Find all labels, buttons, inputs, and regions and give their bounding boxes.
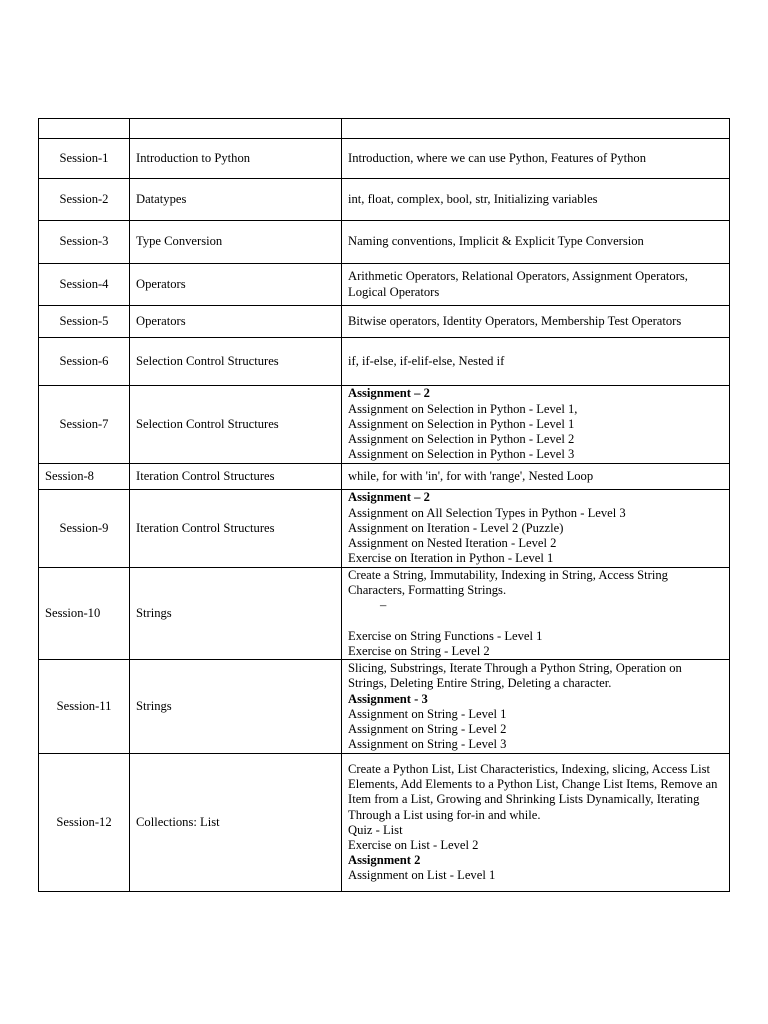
topic-cell: Strings bbox=[130, 660, 342, 754]
header-cell-content bbox=[342, 119, 730, 139]
session-cell: Session-6 bbox=[39, 338, 130, 386]
content-line: Assignment on Selection in Python - Level 1 bbox=[348, 416, 575, 431]
content-cell bbox=[342, 568, 730, 660]
topic-cell: Selection Control Structures bbox=[130, 338, 342, 386]
session-cell: Session-2 bbox=[39, 179, 130, 221]
content-line: Assignment on String - Level 3 bbox=[348, 737, 507, 752]
content-line: while, for with 'in', for with 'range', Nested Loop bbox=[348, 468, 594, 483]
table-header-row bbox=[39, 119, 730, 139]
table-row bbox=[39, 754, 730, 892]
session-cell: Session-8 bbox=[39, 464, 130, 490]
content-line: Exercise on Iteration in Python - Level 1 bbox=[348, 551, 554, 566]
session-cell: Session-5 bbox=[39, 306, 130, 338]
content-cell bbox=[342, 386, 730, 464]
session-cell: Session-10 bbox=[39, 568, 130, 660]
content-cell bbox=[342, 338, 730, 386]
content-line bbox=[348, 614, 723, 629]
topic-cell: Datatypes bbox=[130, 179, 342, 221]
content-cell bbox=[342, 306, 730, 338]
content-line: Exercise on String - Level 2 bbox=[348, 644, 490, 658]
content-line: Assignment on String - Level 1 bbox=[348, 706, 507, 721]
assignment-heading: Assignment – 2 bbox=[348, 386, 430, 401]
content-line: Naming conventions, Implicit & Explicit Type Conversion bbox=[348, 234, 644, 249]
content-cell bbox=[342, 221, 730, 264]
table-row bbox=[39, 464, 730, 490]
header-cell-session bbox=[39, 119, 130, 139]
content-line: Create a Python List, List Characteristics, Indexing, slicing, Access List Elements, Add Elements to a Python List, Change List Items, Remove an Item from a List, Growing and Shrinking Lists Dynamically, Iterating Through a List using for-in and while. bbox=[348, 761, 718, 822]
content-line: Slicing, Substrings, Iterate Through a Python String, Operation on Strings, Deleting Entire String, Deleting a character. bbox=[348, 661, 682, 691]
topic-cell: Operators bbox=[130, 264, 342, 306]
session-cell: Session-4 bbox=[39, 264, 130, 306]
content-line: Bitwise operators, Identity Operators, Membership Test Operators bbox=[348, 313, 682, 328]
topic-cell: Iteration Control Structures bbox=[130, 490, 342, 568]
table-row bbox=[39, 139, 730, 179]
topic-cell: Selection Control Structures bbox=[130, 386, 342, 464]
session-cell: Session-12 bbox=[39, 754, 130, 892]
table-row bbox=[39, 264, 730, 306]
topic-cell: Type Conversion bbox=[130, 221, 342, 264]
content-cell bbox=[342, 660, 730, 754]
content-line: Assignment on Iteration - Level 2 (Puzzle) bbox=[348, 520, 564, 535]
session-cell: Session-3 bbox=[39, 221, 130, 264]
content-line: Assignment on String - Level 2 bbox=[348, 721, 507, 736]
session-cell: Session-9 bbox=[39, 490, 130, 568]
content-cell bbox=[342, 754, 730, 892]
syllabus-table-body bbox=[39, 119, 730, 892]
assignment-heading: Assignment 2 bbox=[348, 853, 421, 868]
topic-cell: Strings bbox=[130, 568, 342, 660]
assignment-heading: Assignment - 3 bbox=[348, 691, 428, 706]
session-cell: Session-11 bbox=[39, 660, 130, 754]
table-row bbox=[39, 386, 730, 464]
session-cell: Session-1 bbox=[39, 139, 130, 179]
content-line: if, if-else, if-elif-else, Nested if bbox=[348, 353, 505, 368]
topic-cell: Operators bbox=[130, 306, 342, 338]
table-row bbox=[39, 306, 730, 338]
content-line: Create a String, Immutability, Indexing in String, Access String Characters, Formatting Strings. bbox=[348, 568, 668, 598]
table-row bbox=[39, 338, 730, 386]
content-line: Assignment on All Selection Types in Python - Level 3 bbox=[348, 505, 626, 520]
content-cell bbox=[342, 139, 730, 179]
content-line: Assignment on Selection in Python - Level 2 bbox=[348, 432, 575, 447]
session-cell: Session-7 bbox=[39, 386, 130, 464]
content-cell bbox=[342, 464, 730, 490]
table-row bbox=[39, 568, 730, 660]
content-line: Quiz - List bbox=[348, 822, 403, 837]
content-line: Exercise on String Functions - Level 1 bbox=[348, 628, 543, 643]
topic-cell: Collections: List bbox=[130, 754, 342, 892]
content-line: Assignment on List - Level 1 bbox=[348, 868, 496, 883]
content-line: Introduction, where we can use Python, Features of Python bbox=[348, 150, 646, 165]
content-line: int, float, complex, bool, str, Initializing variables bbox=[348, 191, 598, 206]
topic-cell: Iteration Control Structures bbox=[130, 464, 342, 490]
assignment-heading: Assignment – 2 bbox=[348, 490, 430, 505]
content-line: Assignment on Selection in Python - Level 1, bbox=[348, 401, 578, 416]
content-line: Arithmetic Operators, Relational Operators, Assignment Operators, Logical Operators bbox=[348, 269, 688, 299]
table-row bbox=[39, 660, 730, 754]
content-cell bbox=[342, 179, 730, 221]
content-line: Assignment on Selection in Python - Level 3 bbox=[348, 447, 575, 462]
syllabus-table bbox=[38, 118, 730, 892]
content-cell bbox=[342, 490, 730, 568]
content-cell bbox=[342, 264, 730, 306]
table-row bbox=[39, 490, 730, 568]
content-line: – bbox=[380, 598, 387, 613]
table-row bbox=[39, 221, 730, 264]
content-line: Exercise on List - Level 2 bbox=[348, 837, 479, 852]
content-line: Assignment on Nested Iteration - Level 2 bbox=[348, 536, 557, 551]
topic-cell: Introduction to Python bbox=[130, 139, 342, 179]
header-cell-topic bbox=[130, 119, 342, 139]
table-row bbox=[39, 179, 730, 221]
